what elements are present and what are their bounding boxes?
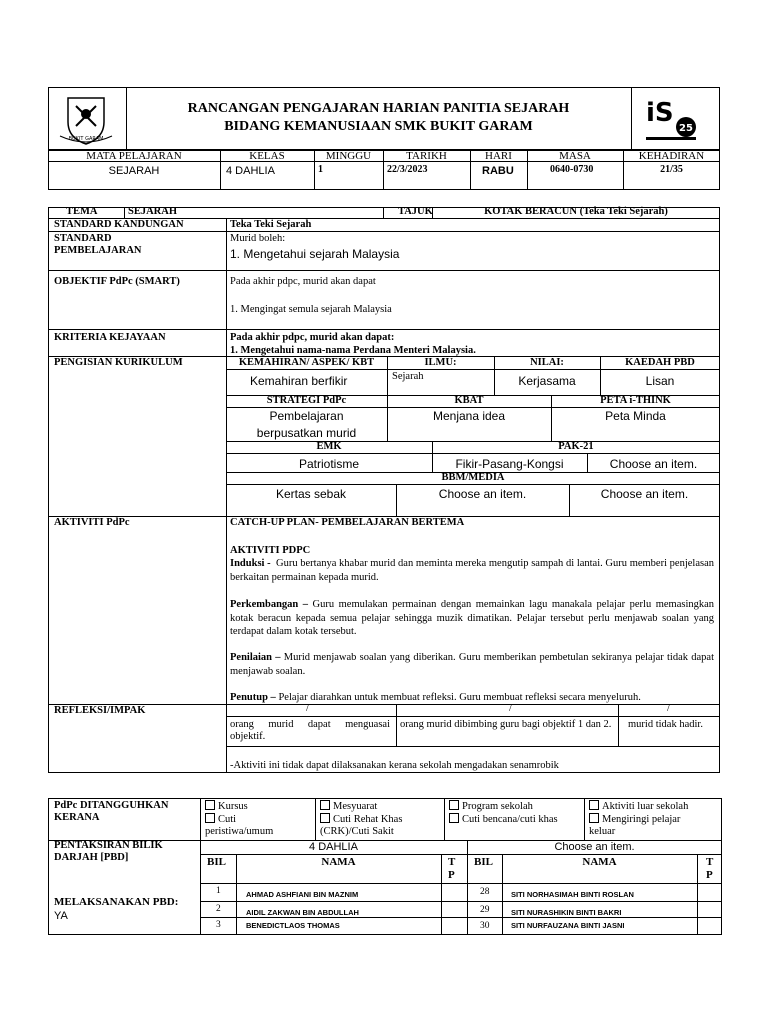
aktiviti-bottom-div <box>48 704 720 705</box>
emk-sub-div <box>226 453 720 454</box>
table-row-right-1-bil: 28 <box>480 887 490 897</box>
bbm-choose-dropdown-2[interactable]: Choose an item. <box>600 487 689 501</box>
melaksanakan-value: YA <box>54 910 68 922</box>
info-value-class: 4 DAHLIA <box>226 165 275 177</box>
tema-label: TEMA <box>66 206 98 217</box>
pbd-choose-dropdown[interactable]: Choose an item. <box>554 841 635 853</box>
strat-value-1: Pembelajaran <box>269 409 344 423</box>
checkbox-icon <box>205 813 215 823</box>
pbd-row-div <box>200 901 722 902</box>
option-label: Cuti bencana/cuti khas <box>462 814 558 825</box>
info-header-day: HARI <box>485 150 512 162</box>
refleksi-slash-1: / <box>306 703 309 714</box>
option-mengiringi-cont: keluar <box>589 826 616 837</box>
page-title-line2: BIDANG KEMANUSIAAN SMK BUKIT GARAM <box>224 119 533 134</box>
info-value-day: RABU <box>482 165 514 177</box>
info-header-week: MINGGU <box>325 150 372 162</box>
tajuk-label: TAJUK <box>398 206 433 217</box>
option-cuti-cont: peristiwa/umum <box>205 826 274 837</box>
option-cuti-rehat[interactable] <box>320 813 402 826</box>
option-label: Mesyuarat <box>333 801 378 812</box>
logo-25: 25 <box>679 123 693 134</box>
table-row-left-3-nama: BENEDICTLAOS THOMAS <box>246 921 340 930</box>
refleksi-label: REFLEKSI/IMPAK <box>54 705 146 716</box>
penutup-label: Penutup – <box>230 692 276 703</box>
refleksi-sub-div <box>226 746 720 747</box>
pk-value-kaedah: Lisan <box>645 374 675 388</box>
pbd-kelas-div <box>200 854 722 855</box>
aktiviti-heading: AKTIVITI PDPC <box>230 545 311 556</box>
pk-header-kemahiran: KEMAHIRAN/ ASPEK/ KBT <box>238 357 375 368</box>
melaksanakan-label: MELAKSANAKAN PBD: <box>54 896 179 908</box>
strat-value-2: berpusatkan murid <box>256 426 357 440</box>
table-row-left-2-nama: AIDIL ZAKWAN BIN ABDULLAH <box>246 908 359 917</box>
checkbox-icon <box>449 800 459 810</box>
refleksi-col1: orang murid dapat menguasai objektif. <box>230 719 390 742</box>
option-label: Program sekolah <box>462 801 533 812</box>
info-header-date: TARIKH <box>406 150 447 162</box>
table-row-right-1-nama: SITI NORHASIMAH BINTI ROSLAN <box>511 890 634 899</box>
table-row-left-3-bil: 3 <box>216 920 221 930</box>
pbd-tp-header-left-p: P <box>448 869 455 881</box>
pbd-tp-header-left-t: T <box>448 856 456 868</box>
pbd-label-1: PENTAKSIRAN BILIK <box>54 840 163 851</box>
table-row-right-3-bil: 30 <box>480 921 490 931</box>
peta-value: Peta Minda <box>605 409 666 423</box>
option-label: Aktiviti luar sekolah <box>602 801 689 812</box>
perkembangan-text: Guru memulakan permainan dengan memainkan lagu manakala pelajar perlu memasingkan kotak beracun kepada semua pelajar sehingga muzik dimatikan. Pelajar tersebut perlu menjawab soalan yang terdapat dalam kotak tersebut. <box>230 599 715 637</box>
induksi-label: Induksi - <box>230 558 271 569</box>
page-title-line1: RANCANGAN PENGAJARAN HARIAN PANITIA SEJARAH <box>187 101 570 116</box>
sp-label-1: STANDARD <box>54 233 112 244</box>
pk-header-nilai: NILAI: <box>530 357 564 368</box>
option-kursus[interactable] <box>205 800 248 813</box>
pbd-tp-header-right-p: P <box>706 869 713 881</box>
pk-value-ilmu: Sejarah <box>392 371 424 382</box>
pbd-nama-header-left: NAMA <box>321 856 356 868</box>
table-row-right-2-bil: 29 <box>480 905 490 915</box>
bbm-value-1: Kertas sebak <box>275 487 347 501</box>
bbm-sub-div <box>226 484 720 485</box>
sk-value: Teka Teki Sejarah <box>230 219 312 230</box>
option-label: Mengiringi pelajar <box>602 814 681 825</box>
info-value-date: 22/3/2023 <box>387 164 428 175</box>
pk-label: PENGISIAN KURIKULUM <box>54 357 183 368</box>
bbm-header: BBM/MEDIA <box>441 472 505 483</box>
option-label: Cuti Rehat Khas <box>333 814 403 825</box>
sp-intro: Murid boleh: <box>230 233 286 244</box>
checkbox-icon <box>589 813 599 823</box>
option-label: Cuti <box>218 814 237 825</box>
row-div <box>48 329 720 330</box>
table-row-right-2-nama: SITI NURASHIKIN BINTI BAKRI <box>511 908 622 917</box>
info-header-subject: MATA PELAJARAN <box>86 150 182 162</box>
tangguh-col-div <box>315 798 316 840</box>
checkbox-icon <box>589 800 599 810</box>
pk-sub-div <box>226 369 720 370</box>
school-anniversary-logo <box>644 93 700 145</box>
option-mengiringi[interactable] <box>589 813 680 826</box>
pbd-tp-header-right-t: T <box>706 856 714 868</box>
checkbox-icon <box>449 813 459 823</box>
refleksi-slash-2: / <box>509 703 512 714</box>
refleksi-sub-div <box>226 716 720 717</box>
penutup-paragraph <box>230 691 714 704</box>
kk-line1: Pada akhir pdpc, murid akan dapat: <box>230 332 395 343</box>
tangguh-label-2: KERANA <box>54 812 100 823</box>
tema-col-div <box>124 207 125 218</box>
induksi-paragraph <box>230 557 714 584</box>
perkembangan-paragraph <box>230 598 714 639</box>
info-value-week: 1 <box>318 164 323 175</box>
pbd-kelas: 4 DAHLIA <box>309 841 358 853</box>
pbd-label-2: DARJAH [PBD] <box>54 852 129 863</box>
obj-intro: Pada akhir pdpc, murid akan dapat <box>230 276 376 287</box>
penilaian-label: Penilaian – <box>230 652 281 663</box>
pbd-col-div <box>697 854 698 935</box>
pak-header: PAK-21 <box>558 441 594 452</box>
row-div <box>48 270 720 271</box>
pak-value: Fikir-Pasang-Kongsi <box>455 457 564 471</box>
penilaian-text: Murid menjawab soalan yang diberikan. Guru memberikan pembetulan sekiranya pelajar tidak dapat menjawab soalan. <box>230 652 714 677</box>
info-header-class: KELAS <box>249 150 285 162</box>
refleksi-col-div <box>618 704 619 746</box>
pbd-header-div <box>200 883 722 884</box>
obj-label: OBJEKTIF PdPc (SMART) <box>54 276 180 287</box>
perkembangan-label: Perkembangan – <box>230 599 309 610</box>
aktiviti-catchup: CATCH-UP PLAN- PEMBELAJARAN BERTEMA <box>230 517 465 528</box>
sp-value: 1. Mengetahui sejarah Malaysia <box>230 247 400 261</box>
option-program-sekolah[interactable] <box>449 800 533 813</box>
refleksi-col3: murid tidak hadir. <box>628 719 703 730</box>
sp-label-2: PEMBELAJARAN <box>54 245 142 256</box>
table-row-left-2-bil: 2 <box>216 904 221 914</box>
pk-value-kemahiran: Kemahiran berfikir <box>250 374 348 388</box>
strat-header: STRATEGI PdPc <box>266 395 347 406</box>
table-row-left-1-bil: 1 <box>216 886 221 896</box>
strat-sub-div <box>226 407 720 408</box>
option-cuti-bencana[interactable] <box>449 813 558 826</box>
info-value-subject: SEJARAH <box>108 165 160 177</box>
tangguh-label-1: PdPc DITANGGUHKAN <box>54 800 169 811</box>
peta-header: PETA i-THINK <box>600 395 671 406</box>
table-row-right-3-nama: SITI NURFAUZANA BINTI JASNI <box>511 921 625 930</box>
info-header-time: MASA <box>559 150 591 162</box>
obj-value: 1. Mengingat semula sejarah Malaysia <box>230 304 392 315</box>
pak-choose-dropdown[interactable]: Choose an item. <box>609 457 698 471</box>
pk-header-kaedah: KAEDAH PBD <box>625 357 695 368</box>
checkbox-icon <box>320 813 330 823</box>
option-label: Kursus <box>218 801 248 812</box>
tangguh-label-col <box>200 798 201 840</box>
refleksi-col-div <box>396 704 397 746</box>
option-cuti-rehat-cont: (CRK)/Cuti Sakit <box>320 826 394 837</box>
pbd-col-div <box>441 854 442 935</box>
kbat-header: KBAT <box>454 395 484 406</box>
emk-value: Patriotisme <box>298 457 360 471</box>
kbat-value: Menjana idea <box>432 409 506 423</box>
refleksi-slash-3: / <box>667 703 670 714</box>
pbd-mid-div <box>467 840 468 935</box>
checkbox-icon <box>320 800 330 810</box>
tajuk-value: KOTAK BERACUN (Teka Teki Sejarah) <box>484 206 668 217</box>
bbm-choose-dropdown-1[interactable]: Choose an item. <box>438 487 527 501</box>
option-cuti[interactable] <box>205 813 236 826</box>
sk-label: STANDARD KANDUNGAN <box>54 219 184 230</box>
aktiviti-label: AKTIVITI PdPc <box>54 517 130 528</box>
header-divider-right <box>631 87 632 150</box>
penilaian-paragraph <box>230 651 714 678</box>
kk-line2: 1. Mengetahui nama-nama Perdana Menteri Malaysia. <box>230 345 476 356</box>
tangguh-col-div <box>584 798 585 840</box>
refleksi-note: -Aktiviti ini tidak dapat dilaksanakan kerana sekolah mengadakan senamrobik <box>230 760 559 771</box>
kk-label: KRITERIA KEJAYAAN <box>54 332 166 343</box>
school-crest-logo <box>52 92 120 146</box>
tajuk-col-div-1 <box>383 207 384 218</box>
info-header-attendance: KEHADIRAN <box>638 150 705 162</box>
crest-caption: BUKIT GARAM <box>68 136 104 142</box>
checkbox-icon <box>205 800 215 810</box>
pk-value-nilai: Kerjasama <box>518 374 576 388</box>
table-row-left-1-nama: AHMAD ASHFIANI BIN MAZNIM <box>246 890 359 899</box>
pbd-bil-header-left: BIL <box>207 856 226 868</box>
pbd-bil-header-right: BIL <box>474 856 493 868</box>
info-value-attendance: 21/35 <box>660 164 683 175</box>
tema-value: SEJARAH <box>128 206 178 217</box>
row-div <box>48 231 720 232</box>
induksi-text: Guru bertanya khabar murid dan meminta mereka mengutip sampah di lantai. Guru memberi penjelasan berkaitan permainan kepada murid. <box>230 558 714 583</box>
tangguh-col-div <box>444 798 445 840</box>
svg-text:iS: iS <box>646 98 674 128</box>
pk-header-ilmu: ILMU: <box>424 357 457 368</box>
penutup-text: Pelajar diarahkan untuk membuat refleksi. Guru membuat refleksi secara menyeluruh. <box>278 692 641 703</box>
option-aktiviti-luar[interactable] <box>589 800 688 813</box>
refleksi-col2: orang murid dibimbing guru bagi objektif 1 dan 2. <box>400 719 612 730</box>
emk-header: EMK <box>316 441 342 452</box>
pbd-nama-header-right: NAMA <box>582 856 617 868</box>
info-value-time: 0640-0730 <box>550 164 594 175</box>
option-mesyuarat[interactable] <box>320 800 377 813</box>
